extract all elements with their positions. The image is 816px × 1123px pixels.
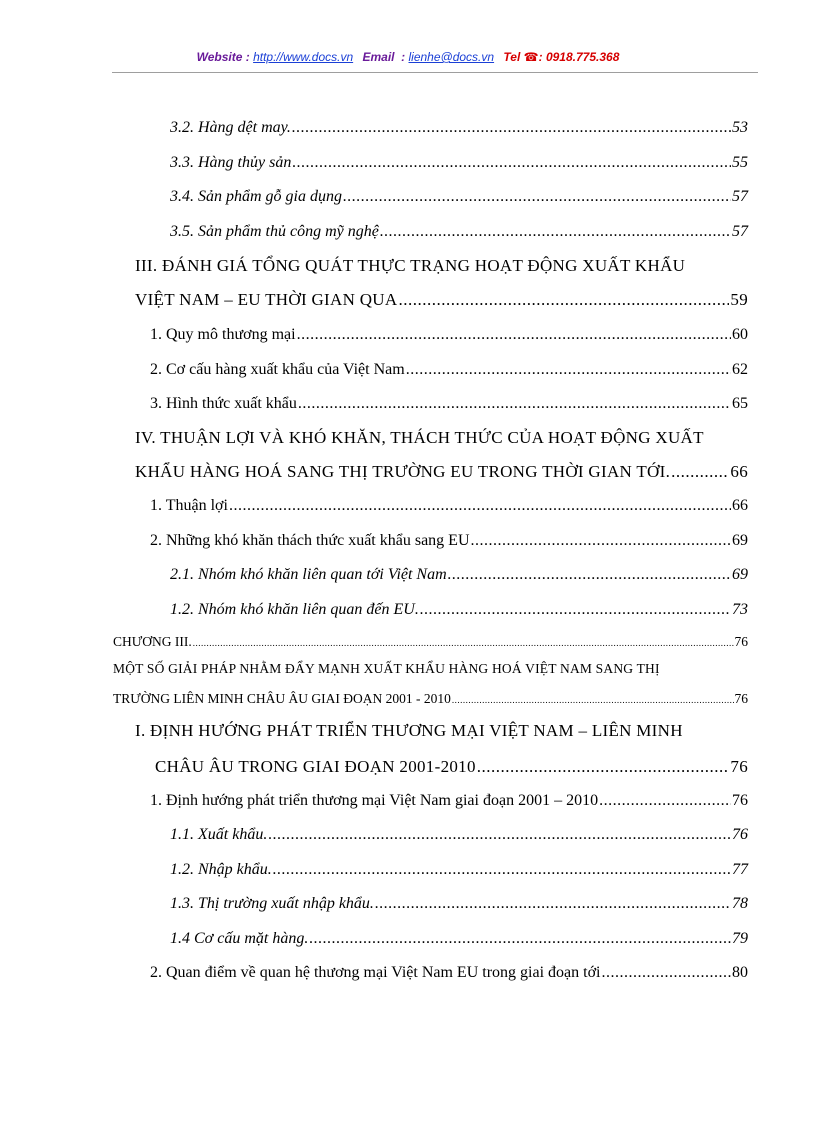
toc-entry-3-4[interactable]: 3.4. Sản phẩm gỗ gia dụng ..... 57: [170, 187, 748, 207]
toc-heading-IV-line1: IV. THUẬN LỢI VÀ KHÓ KHĂN, THÁCH THỨC CỦA HOẠT ĐỘNG XUẤT: [135, 428, 704, 447]
toc-entry-III-1[interactable]: 1. Quy mô thương mại ..... 60: [150, 325, 748, 345]
toc-entry-I[interactable]: CHÂU ÂU TRONG GIAI ĐOẠN 2001-2010 ..... 76: [155, 757, 748, 777]
toc-entry-2-1[interactable]: 2.1. Nhóm khó khăn liên quan tới Việt Nam ..... 69: [170, 565, 748, 585]
toc-heading-I-line1: I. ĐỊNH HƯỚNG PHÁT TRIỂN THƯƠNG MẠI VIỆT NAM – LIÊN MINH: [135, 721, 683, 740]
toc-entry-chapter-III[interactable]: CHƯƠNG III. ..... 76: [113, 632, 748, 653]
toc-entry-1-4[interactable]: 1.4 Cơ cấu mặt hàng. ..... 79: [170, 929, 748, 949]
toc-entry-3-3[interactable]: 3.3. Hàng thủy sản ..... 55: [170, 153, 748, 173]
page-header: Website : http://www.docs.vn Email : lienhe@docs.vn Tel ☎: 0918.775.368: [196, 50, 620, 64]
website-label: Website: [196, 50, 243, 64]
toc-entry-1-1[interactable]: 1.1. Xuất khẩu. ..... 76: [170, 825, 748, 845]
phone-number: : 0918.775.368: [538, 50, 620, 64]
toc-entry-I-2[interactable]: 2. Quan điểm về quan hệ thương mại Việt Nam EU trong giai đoạn tới ..... 80: [150, 963, 748, 983]
toc-entry-IV-2[interactable]: 2. Những khó khăn thách thức xuất khẩu sang EU ..... 69: [150, 531, 748, 551]
toc-entry-III[interactable]: VIỆT NAM – EU THỜI GIAN QUA ..... 59: [135, 290, 748, 310]
tel-label: Tel: [503, 50, 521, 64]
toc-entry-III-2[interactable]: 2. Cơ cấu hàng xuất khẩu của Việt Nam ..... 62: [150, 360, 748, 380]
website-link[interactable]: http://www.docs.vn: [253, 50, 354, 64]
email-link[interactable]: lienhe@docs.vn: [408, 50, 495, 64]
toc-heading-III-line1: III. ĐÁNH GIÁ TỔNG QUÁT THỰC TRẠNG HOẠT ĐỘNG XUẤT KHẨU: [135, 256, 686, 275]
toc-entry-I-1[interactable]: 1. Định hướng phát triển thương mại Việt Nam giai đoạn 2001 – 2010 ..... 76: [150, 791, 748, 811]
phone-icon: ☎: [523, 50, 539, 64]
toc-entry-1-3[interactable]: 1.3. Thị trường xuất nhập khẩu. ..... 78: [170, 894, 748, 914]
toc-entry-1-2-eu[interactable]: 1.2. Nhóm khó khăn liên quan đến EU. ..... 73: [170, 600, 748, 620]
toc-entry-IV[interactable]: KHẨU HÀNG HOÁ SANG THỊ TRƯỜNG EU TRONG THỜI GIAN TỚI. ..... 66: [135, 462, 748, 482]
toc-chapter-title-line1: MỘT SỐ GIẢI PHÁP NHẰM ĐẨY MẠNH XUẤT KHẨU HÀNG HOÁ VIỆT NAM SANG THỊ: [113, 661, 660, 676]
toc-entry-1-2[interactable]: 1.2. Nhập khẩu. ..... 77: [170, 860, 748, 880]
toc-entry-chapter-title[interactable]: TRƯỜNG LIÊN MINH CHÂU ÂU GIAI ĐOẠN 2001 - 2010 ..... 76: [113, 689, 748, 710]
toc-entry-3-2[interactable]: 3.2. Hàng dệt may. ..... 53: [170, 118, 748, 138]
toc-entry-IV-1[interactable]: 1. Thuận lợi ..... 66: [150, 496, 748, 516]
toc-entry-III-3[interactable]: 3. Hình thức xuất khẩu ..... 65: [150, 394, 748, 414]
email-label: Email: [362, 50, 395, 64]
toc-entry-3-5[interactable]: 3.5. Sản phẩm thủ công mỹ nghệ ..... 57: [170, 222, 748, 242]
